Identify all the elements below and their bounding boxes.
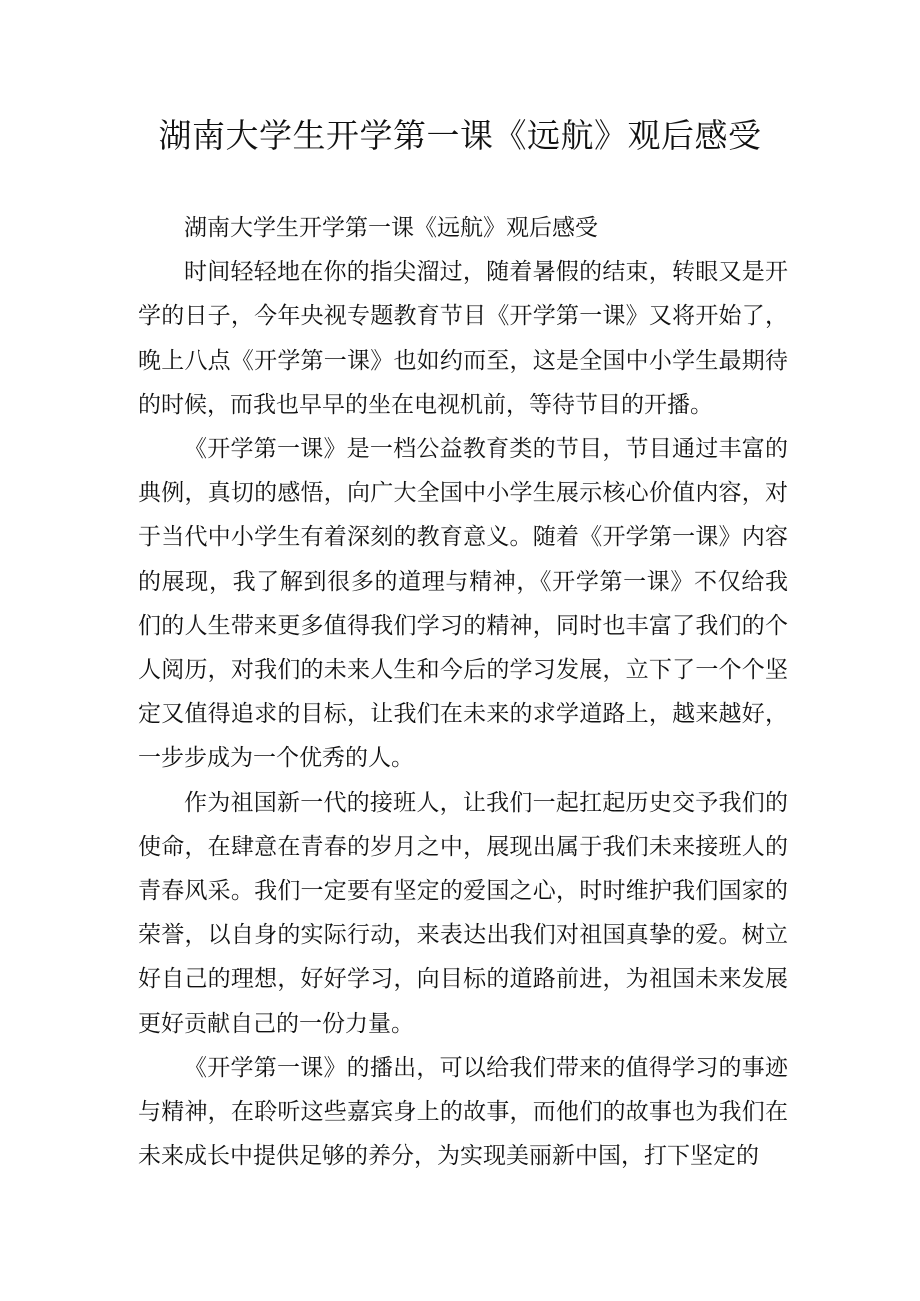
paragraph: 《开学第一课》是一档公益教育类的节目，节目通过丰富的典例，真切的感悟，向广大全国中小学生展示核心价值内容，对于当代中小学生有着深刻的教育意义。随着《开学第一课》内容的展现，我了解到很多的道理与精神，《开学第一课》不仅给我们的人生带来更多值得我们学习的精神，同时也丰富了我们的个人阅历，对我们的未来人生和今后的学习发展，立下了一个个坚定又值得追求的目标，让我们在未来的求学道路上，越来越好，一步步成为一个优秀的人。 [138, 436, 788, 772]
paragraph: 时间轻轻地在你的指尖溜过，随着暑假的结束，转眼又是开学的日子，今年央视专题教育节目《开学第一课》又将开始了，晚上八点《开学第一课》也如约而至，这是全国中小学生最期待的时候，而我也早早的坐在电视机前，等待节目的开播。 [138, 259, 788, 418]
document-body [138, 206, 788, 1178]
paragraph: 作为祖国新一代的接班人，让我们一起扛起历史交予我们的使命，在肆意在青春的岁月之中，展现出属于我们未来接班人的青春风采。我们一定要有坚定的爱国之心，时时维护我们国家的荣誉，以自身的实际行动，来表达出我们对祖国真挚的爱。树立好自己的理想，好好学习，向目标的道路前进，为祖国未来发展更好贡献自己的一份力量。 [138, 789, 788, 1037]
document-title: 湖南大学生开学第一课《远航》观后感受 [158, 116, 762, 155]
paragraph: 《开学第一课》的播出，可以给我们带来的值得学习的事迹与精神，在聆听这些嘉宾身上的故事，而他们的故事也为我们在未来成长中提供足够的养分，为实现美丽新中国，打下坚定的 [138, 1054, 788, 1170]
paragraph-subtitle: 湖南大学生开学第一课《远航》观后感受 [184, 215, 598, 241]
